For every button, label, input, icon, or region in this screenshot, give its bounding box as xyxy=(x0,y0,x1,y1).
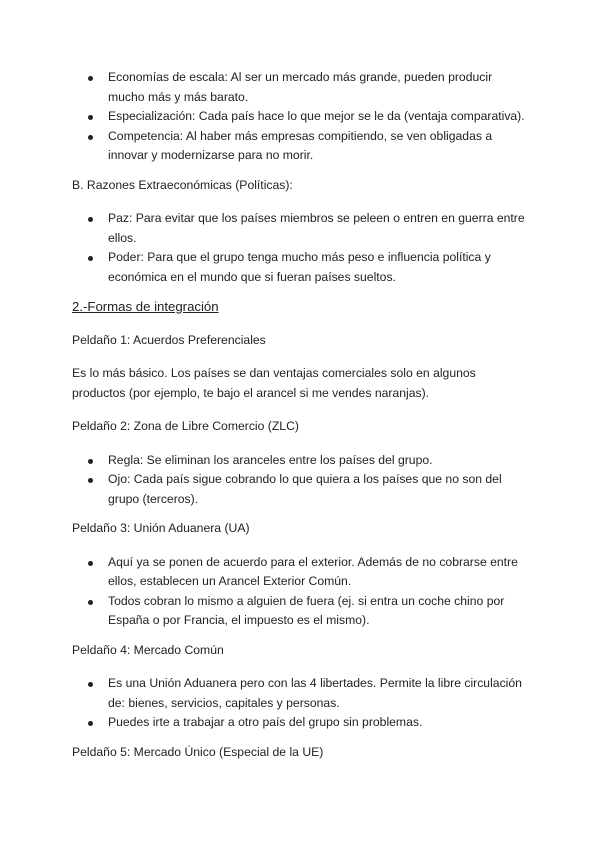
bullet-icon xyxy=(88,459,93,464)
list-item: Todos cobran lo mismo a alguien de fuera (ej. si entra un coche chino por España o por Francia, el impuesto es el mismo). xyxy=(72,592,532,631)
bullet-icon xyxy=(88,561,93,566)
list-item: Paz: Para evitar que los países miembros se peleen o entren en guerra entre ellos. xyxy=(72,209,532,248)
bullet-icon xyxy=(88,135,93,140)
document-body xyxy=(72,68,532,762)
zlc-list xyxy=(72,451,532,510)
bullet-icon xyxy=(88,721,93,726)
bullet-icon xyxy=(88,217,93,222)
step-title: Peldaño 2: Zona de Libre Comercio (ZLC) xyxy=(72,419,299,433)
bullet-icon xyxy=(88,115,93,120)
bullet-icon xyxy=(88,76,93,81)
list-item: Puedes irte a trabajar a otro país del grupo sin problemas. xyxy=(72,713,532,733)
list-item: Ojo: Cada país sigue cobrando lo que quiera a los países que no son del grupo (terceros). xyxy=(72,470,532,509)
advantages-list xyxy=(72,68,532,166)
step-title: Peldaño 5: Mercado Único (Especial de la UE) xyxy=(72,744,324,759)
common-market-list xyxy=(72,674,532,733)
section-subtitle: B. Razones Extraeconómicas (Políticas): xyxy=(72,177,293,192)
bullet-icon xyxy=(88,256,93,261)
list-item: Especialización: Cada país hace lo que mejor se le da (ventaja comparativa). xyxy=(72,107,532,127)
list-item: Es una Unión Aduanera pero con las 4 libertades. Permite la libre circulación de: bienes, servicios, capitales y personas. xyxy=(72,674,532,713)
bullet-icon xyxy=(88,478,93,483)
step-title: Peldaño 1: Acuerdos Preferenciales xyxy=(72,332,266,347)
political-reasons-list xyxy=(72,209,532,287)
step-title: Peldaño 4: Mercado Común xyxy=(72,642,224,657)
list-item: Aquí ya se ponen de acuerdo para el exterior. Además de no cobrarse entre ellos, establecen un Arancel Exterior Común. xyxy=(72,553,532,592)
list-item: Regla: Se eliminan los aranceles entre los países del grupo. xyxy=(72,451,532,471)
step-title: Peldaño 3: Unión Aduanera (UA) xyxy=(72,521,250,535)
list-item: Economías de escala: Al ser un mercado más grande, pueden producir mucho más y más barato. xyxy=(72,68,532,107)
ua-list xyxy=(72,553,532,631)
section-heading: 2.-Formas de integración xyxy=(72,299,219,314)
list-item: Competencia: Al haber más empresas compitiendo, se ven obligadas a innovar y modernizarse para no morir. xyxy=(72,127,532,166)
bullet-icon xyxy=(88,600,93,605)
bullet-icon xyxy=(88,682,93,687)
paragraph: Es lo más básico. Los países se dan ventajas comerciales solo en algunos productos (por ejemplo, te bajo el arancel si me vendes naranjas). xyxy=(72,366,476,400)
list-item: Poder: Para que el grupo tenga mucho más peso e influencia política y económica en el mundo que si fueran países sueltos. xyxy=(72,248,532,287)
